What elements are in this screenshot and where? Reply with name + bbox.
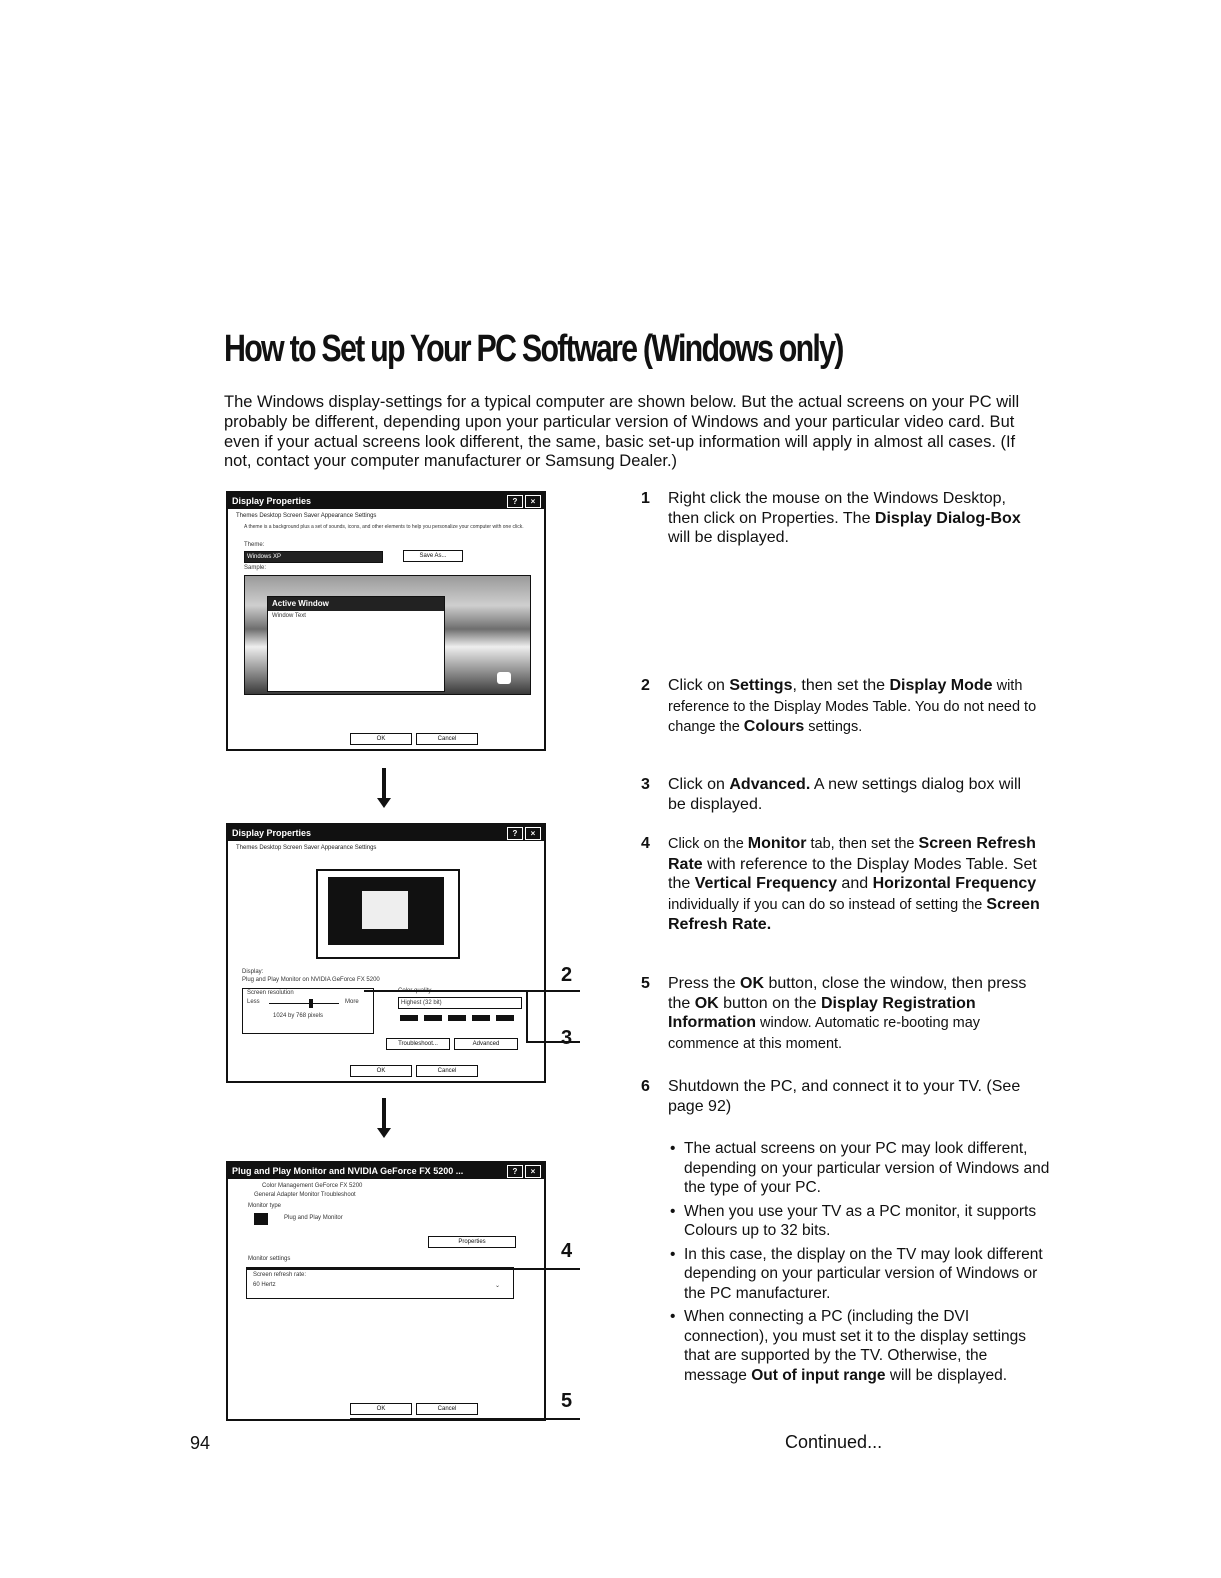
bullet-text: When connecting a PC (including the DVI connection), you must set it to the display settings that are supported by the TV. Otherwise, the message [684, 1308, 1027, 1384]
step-number: 5 [641, 975, 650, 992]
help-icon[interactable]: ? [507, 827, 523, 840]
step-text: Right click the mouse on the Windows Desktop, then click on Properties. The [668, 490, 1006, 527]
step-bold: Screen Refresh Rate [668, 835, 1036, 873]
step-6 [641, 1077, 1041, 1116]
advanced-button[interactable]: Advanced [454, 1038, 518, 1050]
ok-button[interactable]: OK [350, 733, 412, 745]
callout-connector [526, 990, 528, 1042]
sample-preview [244, 575, 531, 695]
bullet-bold: Out of input range [751, 1366, 886, 1384]
monitor-type-value: Plug and Play Monitor [284, 1215, 343, 1221]
monitor-preview-icon [316, 869, 460, 959]
theme-description: A theme is a background plus a set of sounds, icons, and other elements to help you personalize your computer with one click. [244, 524, 524, 530]
close-icon[interactable]: × [525, 495, 541, 508]
step-text: with reference to the Display Modes Table. Set the [668, 855, 1037, 893]
dialog-tabs-row-2[interactable]: General Adapter Monitor Troubleshoot [254, 1192, 356, 1198]
callout-5: 5 [561, 1390, 573, 1412]
step-bold: Advanced. [729, 776, 811, 793]
theme-label: Theme: [244, 542, 265, 548]
monitor-screen [328, 877, 444, 945]
step-bold: Screen Refresh Rate. [668, 895, 1040, 934]
callout-4: 4 [561, 1240, 573, 1262]
step-bold: Display Mode [889, 677, 993, 694]
dialog-title-bar [228, 1163, 544, 1179]
cancel-button[interactable]: Cancel [416, 1065, 478, 1077]
active-window-preview [267, 596, 445, 692]
step-bold: OK [740, 975, 765, 992]
step-text: window. Automatic re-booting may commence at this moment. [668, 1015, 981, 1052]
ok-button[interactable]: OK [350, 1403, 412, 1415]
dialog-title-bar [228, 493, 544, 509]
step-bold: Vertical Frequency [694, 875, 837, 893]
help-icon[interactable]: ? [507, 1165, 523, 1178]
list-item: • In this case, the display on the TV may look different depending on your particular version of Windows or the PC manufacturer. [664, 1245, 1054, 1304]
step-1 [641, 489, 1041, 548]
callout-line-4 [246, 1268, 580, 1270]
step-5 [641, 974, 1041, 1054]
step-bold: Horizontal Frequency [872, 875, 1037, 893]
troubleshoot-button[interactable]: Troubleshoot... [386, 1038, 450, 1050]
more-label: More [345, 999, 359, 1005]
step-bold: OK [694, 994, 719, 1012]
callout-line-2 [364, 990, 580, 992]
step-number: 1 [641, 490, 650, 507]
dialog-title: Plug and Play Monitor and NVIDIA GeForce FX 5200 ... [232, 1166, 464, 1176]
windows-logo-icon [497, 672, 511, 684]
less-label: Less [247, 999, 260, 1005]
window-text: Window Text [272, 613, 306, 619]
monitor-settings-label: Monitor settings [248, 1256, 291, 1262]
step-text: A new settings dialog box will be displayed. [668, 776, 1022, 813]
resolution-value: 1024 by 768 pixels [273, 1013, 324, 1019]
refresh-rate-group [246, 1267, 514, 1299]
list-item: • The actual screens on your PC may look different, depending on your particular version of Windows and the type of your PC. [664, 1139, 1054, 1198]
display-value: Plug and Play Monitor on NVIDIA GeForce FX 5200 [242, 977, 380, 983]
help-icon[interactable]: ? [507, 495, 523, 508]
dialog-tabs-row-1[interactable]: Color Management GeForce FX 5200 [262, 1183, 363, 1189]
list-item [664, 1307, 1054, 1385]
step-2 [641, 676, 1041, 738]
display-properties-dialog-themes [226, 491, 546, 751]
resolution-group [242, 988, 374, 1034]
step-bold: Display Registration Information [668, 994, 976, 1032]
step-text: Shutdown the PC, and connect it to your TV. (See page 92) [668, 1078, 1021, 1115]
step-text: individually if you can do so instead of setting the [668, 896, 987, 913]
step-bold: Monitor [747, 835, 807, 852]
close-icon[interactable]: × [525, 827, 541, 840]
color-bar [400, 1015, 518, 1021]
step-4 [641, 834, 1041, 935]
step-bold: Display Dialog-Box [874, 509, 1021, 527]
continued-label: Continued... [785, 1432, 883, 1452]
cancel-button[interactable]: Cancel [416, 1403, 478, 1415]
step-text: settings. [804, 719, 863, 736]
save-as-button[interactable]: Save As... [403, 550, 463, 562]
window-thumbnail [362, 891, 408, 929]
page-title: How to Set up Your PC Software (Windows only) [224, 328, 843, 370]
theme-select[interactable]: Windows XP [244, 551, 383, 563]
sample-label: Sample: [244, 565, 267, 571]
step-text: button on the [718, 994, 821, 1012]
cancel-button[interactable]: Cancel [416, 733, 478, 745]
step-text: and [836, 875, 873, 893]
step-text: Press the [668, 975, 741, 992]
monitor-properties-dialog [226, 1161, 546, 1421]
step-text: Click on [668, 776, 730, 793]
slider-thumb[interactable] [309, 999, 313, 1008]
step-text: with reference to the Display Modes Table. You do not need to change the [668, 678, 1037, 736]
dialog-title-bar [228, 825, 544, 841]
bullet-text: will be displayed. [885, 1366, 1008, 1384]
notes-list [664, 1139, 1054, 1389]
step-number: 2 [641, 677, 650, 694]
monitor-type-label: Monitor type [248, 1203, 282, 1209]
display-properties-dialog-settings [226, 823, 546, 1083]
step-text: Click on the [668, 836, 748, 852]
refresh-rate-label: Screen refresh rate: [253, 1272, 307, 1278]
color-quality-select[interactable]: Highest (32 bit) [398, 997, 522, 1009]
step-number: 3 [641, 776, 650, 793]
intro-paragraph: The Windows display-settings for a typical computer are shown below. But the actual screens on your PC will probably be different, depending upon your particular version of Windows and your particular video card. But even if your actual screens look different, the same, basic set-up information will apply in almost all cases. (If not, contact your computer manufacturer or Samsung Dealer.) [224, 393, 1020, 471]
ok-button[interactable]: OK [350, 1065, 412, 1077]
step-number: 4 [641, 835, 650, 852]
step-3 [641, 775, 1041, 814]
refresh-rate-select[interactable]: 60 Hertz [253, 1282, 276, 1288]
resolution-slider[interactable] [269, 1003, 339, 1004]
close-icon[interactable]: × [525, 1165, 541, 1178]
step-bold: Colours [743, 718, 805, 736]
callout-3: 3 [561, 1027, 573, 1049]
dialog-title: Display Properties [232, 828, 312, 838]
callout-line-5 [350, 1418, 580, 1420]
active-window-title-bar [268, 597, 444, 611]
down-arrow-1 [382, 768, 386, 800]
monitor-icon [254, 1213, 268, 1225]
step-text: , then set the [792, 677, 890, 694]
step-number: 6 [641, 1078, 650, 1095]
step-text: Click on [668, 677, 730, 694]
display-label: Display: [242, 969, 264, 975]
active-window-title: Active Window [272, 599, 329, 608]
dialog-title: Display Properties [232, 496, 312, 506]
dialog-tabs[interactable]: Themes Desktop Screen Saver Appearance Settings [236, 513, 377, 519]
page-number: 94 [190, 1433, 211, 1453]
resolution-label: Screen resolution [247, 990, 294, 996]
down-arrow-2 [382, 1098, 386, 1130]
step-bold: Settings [729, 677, 793, 694]
dialog-tabs[interactable]: Themes Desktop Screen Saver Appearance Settings [236, 845, 377, 851]
step-text: will be displayed. [668, 529, 789, 547]
list-item: • When you use your TV as a PC monitor, it supports Colours up to 32 bits. [664, 1202, 1054, 1241]
chevron-down-icon[interactable]: ⌄ [495, 1283, 501, 1289]
step-text: tab, then set the [806, 836, 919, 852]
step-text: button, close the window, then press the [668, 975, 1027, 1012]
properties-button[interactable]: Properties [428, 1236, 516, 1248]
callout-2: 2 [561, 964, 573, 986]
